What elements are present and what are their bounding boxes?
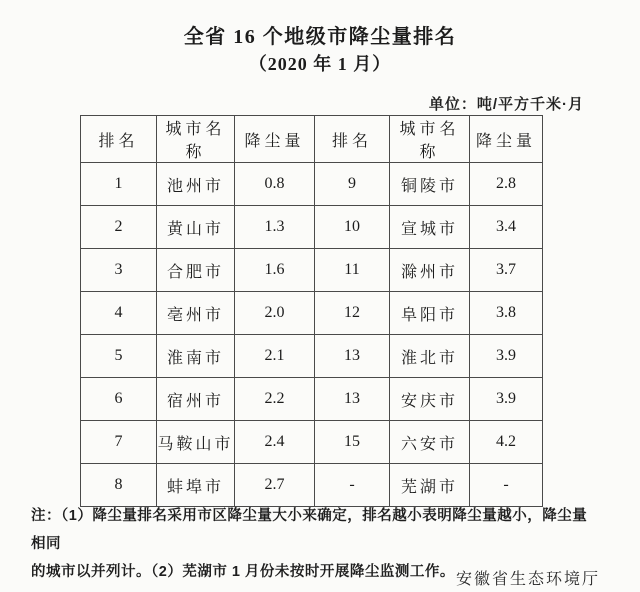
- value-cell: 2.8: [470, 163, 543, 206]
- rank-cell: 12: [315, 292, 390, 335]
- rank-cell: 8: [81, 464, 157, 507]
- table-row: [81, 335, 543, 378]
- city-cell: 淮北市: [390, 335, 470, 378]
- value-cell: 0.8: [235, 163, 315, 206]
- city-cell: 淮南市: [157, 335, 235, 378]
- col-header-rank-right: 排名: [315, 116, 390, 163]
- rank-cell: 11: [315, 249, 390, 292]
- footnote-line-2: 的城市以并列计。（2）芜湖市 1 月份未按时开展降尘监测工作。: [31, 564, 455, 580]
- table-row: [81, 292, 543, 335]
- col-header-value-right: 降尘量: [470, 116, 543, 163]
- value-cell: 2.2: [235, 378, 315, 421]
- rank-cell: 13: [315, 378, 390, 421]
- rank-cell: 15: [315, 421, 390, 464]
- city-cell: 宿州市: [157, 378, 235, 421]
- city-cell: 铜陵市: [390, 163, 470, 206]
- dustfall-ranking-table: [80, 115, 543, 507]
- value-cell: 1.6: [235, 249, 315, 292]
- city-cell: 蚌埠市: [157, 464, 235, 507]
- rank-cell: 4: [81, 292, 157, 335]
- city-cell: 马鞍山市: [157, 421, 235, 464]
- city-cell: 六安市: [390, 421, 470, 464]
- document-subtitle: （2020 年 1 月）: [248, 54, 392, 74]
- rank-cell: 7: [81, 421, 157, 464]
- unit-label: 单位：吨/平方千米·月: [428, 96, 584, 113]
- value-cell: 3.4: [470, 206, 543, 249]
- value-cell: 3.9: [470, 335, 543, 378]
- table-row: [81, 421, 543, 464]
- rank-cell: 13: [315, 335, 390, 378]
- table-row: [81, 163, 543, 206]
- value-cell: 2.4: [235, 421, 315, 464]
- city-cell: 阜阳市: [390, 292, 470, 335]
- rank-cell: 5: [81, 335, 157, 378]
- col-header-rank-left: 排名: [81, 116, 157, 163]
- value-cell: 2.0: [235, 292, 315, 335]
- value-cell: 2.7: [235, 464, 315, 507]
- city-cell: 滁州市: [390, 249, 470, 292]
- city-cell: 宣城市: [390, 206, 470, 249]
- table-row: [81, 378, 543, 421]
- value-cell: -: [470, 464, 543, 507]
- rank-cell: 2: [81, 206, 157, 249]
- rank-cell: 3: [81, 249, 157, 292]
- city-cell: 亳州市: [157, 292, 235, 335]
- city-cell: 安庆市: [390, 378, 470, 421]
- city-cell: 黄山市: [157, 206, 235, 249]
- rank-cell: 10: [315, 206, 390, 249]
- value-cell: 2.1: [235, 335, 315, 378]
- rank-cell: 1: [81, 163, 157, 206]
- rank-cell: -: [315, 464, 390, 507]
- footnote-line-1: 注：（1）降尘量排名采用市区降尘量大小来确定，排名越小表明降尘量越小，降尘量相同: [31, 508, 588, 552]
- document-title: 全省 16 个地级市降尘量排名: [183, 26, 457, 48]
- col-header-city-left: 城市名称: [157, 116, 235, 163]
- table-row: [81, 249, 543, 292]
- value-cell: 4.2: [470, 421, 543, 464]
- table-row: [81, 464, 543, 507]
- table-row: [81, 206, 543, 249]
- city-cell: 合肥市: [157, 249, 235, 292]
- issuer-signature: 安徽省生态环境厅: [455, 571, 600, 588]
- city-cell: 池州市: [157, 163, 235, 206]
- table-header-row: [81, 116, 543, 163]
- value-cell: 1.3: [235, 206, 315, 249]
- value-cell: 3.7: [470, 249, 543, 292]
- value-cell: 3.9: [470, 378, 543, 421]
- city-cell: 芜湖市: [390, 464, 470, 507]
- col-header-city-right: 城市名称: [390, 116, 470, 163]
- rank-cell: 9: [315, 163, 390, 206]
- value-cell: 3.8: [470, 292, 543, 335]
- rank-cell: 6: [81, 378, 157, 421]
- col-header-value-left: 降尘量: [235, 116, 315, 163]
